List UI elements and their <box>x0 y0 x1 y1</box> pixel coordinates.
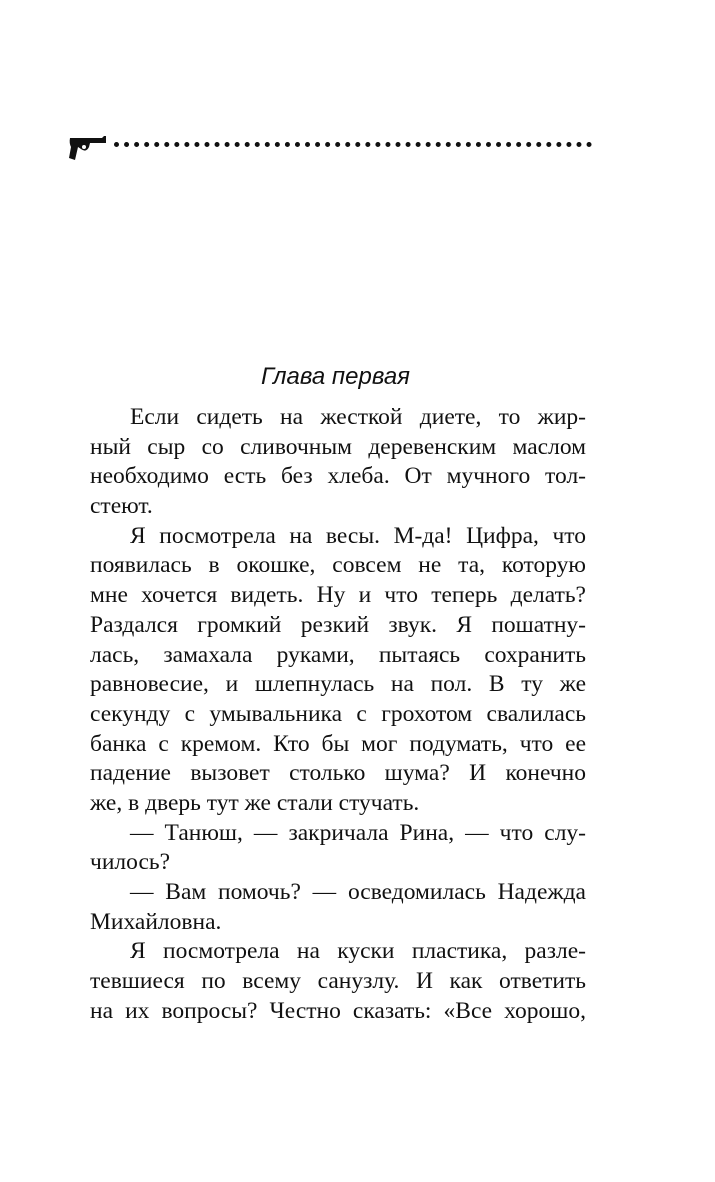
dotted-divider <box>114 142 592 147</box>
text-line: чилось? <box>90 849 171 876</box>
text-body <box>90 403 586 1026</box>
text-line: на их вопросы? Честно сказать: «Все хорошо, <box>90 997 586 1024</box>
text-line: же, в дверь тут же стали стучать. <box>90 789 420 816</box>
text-line: падение вызовет столько шума? И конечно <box>90 760 586 787</box>
text-line: тевшиеся по всему санузлу. И как ответить <box>90 968 586 995</box>
text-line: Если сидеть на жесткой диете, то жир- <box>130 404 586 430</box>
chapter-title: Глава первая <box>261 363 410 390</box>
text-line: секунду с умывальника с грохотом свалилась <box>90 700 586 727</box>
text-line: равновесие, и шлепнулась на пол. В ту же <box>90 671 586 698</box>
pistol-icon <box>68 134 108 162</box>
text-line: Михайловна. <box>90 908 222 935</box>
text-line: лась, замахала руками, пытаясь сохранить <box>90 641 586 668</box>
text-line: появилась в окошке, совсем не та, которую <box>90 552 586 579</box>
text-line: Я посмотрела на весы. М-да! Цифра, что <box>130 522 586 549</box>
header-ornament <box>68 128 596 164</box>
text-line: стеют. <box>90 493 153 520</box>
text-line: необходимо есть без хлеба. От мучного тол- <box>90 463 586 490</box>
text-line: мне хочется видеть. Ну и что теперь делать? <box>90 582 586 609</box>
text-line: ный сыр со сливочным деревенским маслом <box>90 433 586 460</box>
text-line: Раздался громкий резкий звук. Я пошатну- <box>90 611 586 638</box>
text-line: Я посмотрела на куски пластика, разле- <box>130 938 586 965</box>
text-line: — Вам помочь? — осведомилась Надежда <box>130 879 586 905</box>
text-line: банка с кремом. Кто бы мог подумать, что ее <box>90 730 586 757</box>
text-line: — Танюш, — закричала Рина, — что слу- <box>130 819 586 846</box>
